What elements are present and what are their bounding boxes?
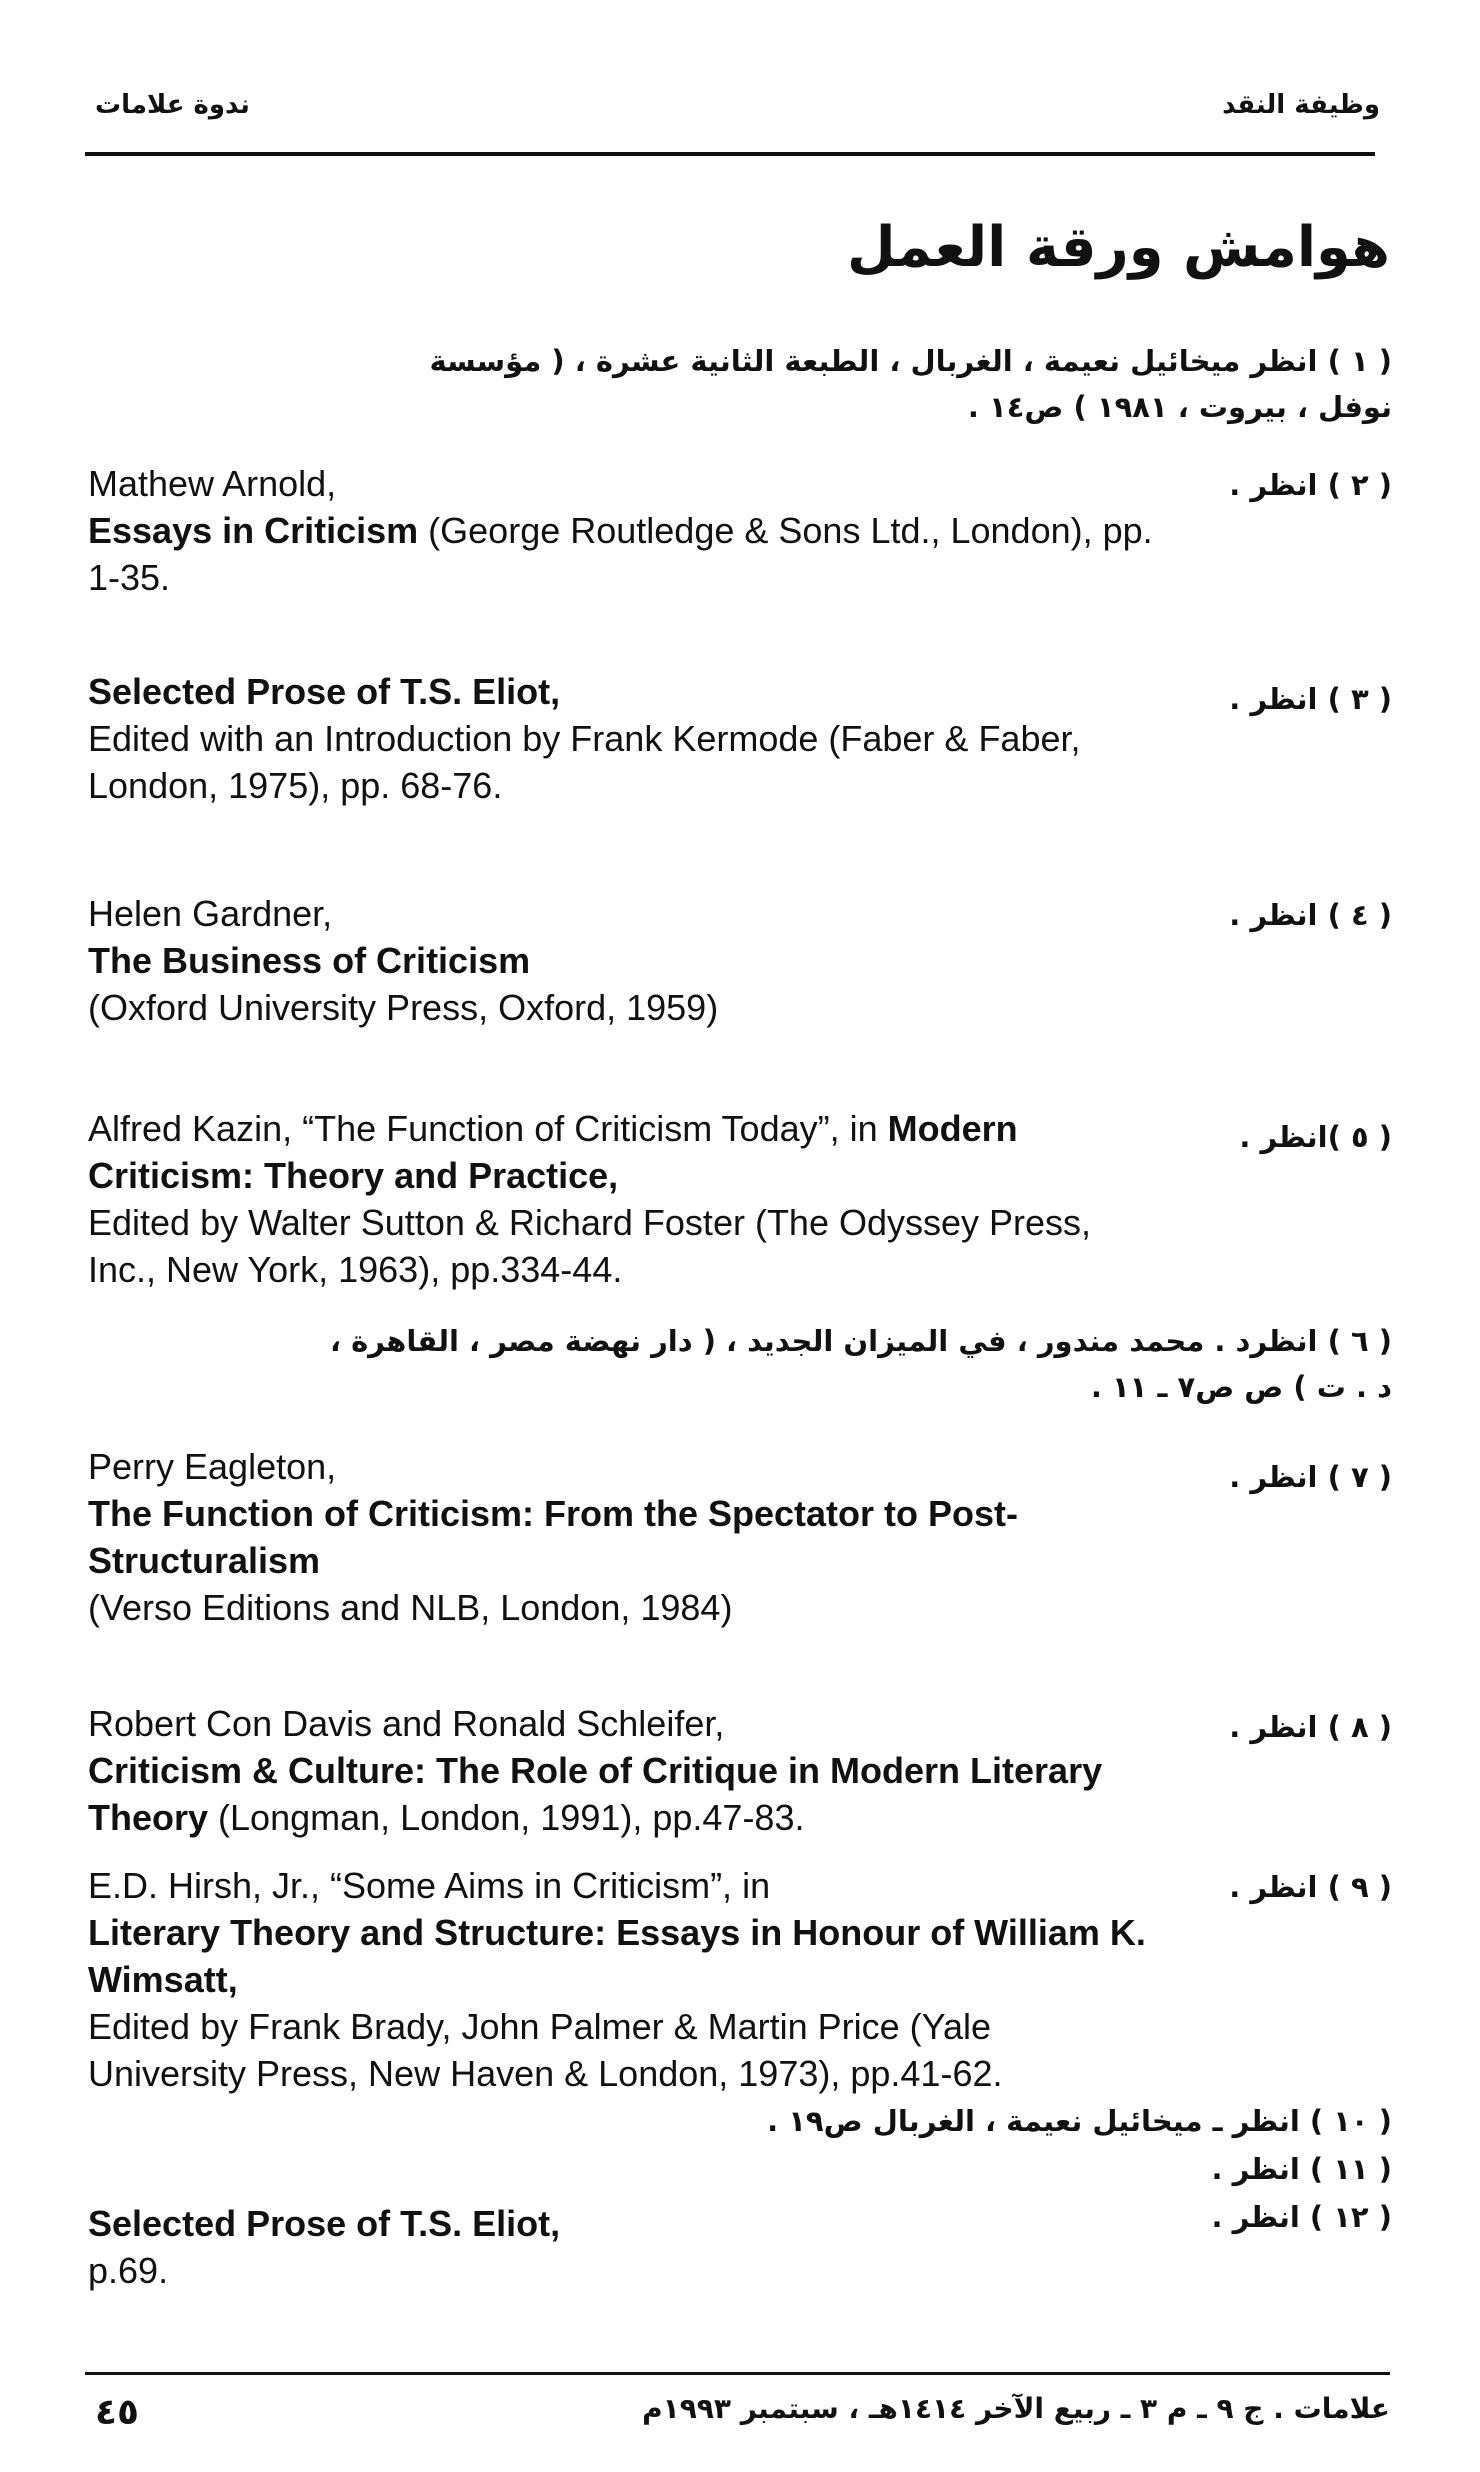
note-12-citation bbox=[88, 2200, 1178, 2294]
note-1 bbox=[430, 338, 1392, 430]
note-9-book-title: Literary Theory and Structure: Essays in Honour of William K. bbox=[88, 1912, 1146, 1953]
note-8-book-title-cont: Theory bbox=[88, 1797, 209, 1838]
note-5-marker: ( ٥ )انظر . bbox=[1239, 1120, 1392, 1154]
note-3-pages: London, 1975), pp. 68-76. bbox=[88, 765, 503, 806]
note-2-book-title: Essays in Criticism bbox=[88, 510, 419, 551]
note-5-line-1 bbox=[88, 1105, 1178, 1152]
note-2-pages: 1-35. bbox=[88, 557, 171, 598]
note-12-pages: p.69. bbox=[88, 2250, 169, 2291]
note-2-publisher: (George Routledge & Sons Ltd., London), pp. bbox=[418, 510, 1153, 551]
note-5-author: Alfred Kazin, “The Function of Criticism Today”, in bbox=[88, 1108, 888, 1149]
note-9-editors: Edited by Frank Brady, John Palmer & Martin Price (Yale bbox=[88, 2006, 992, 2047]
note-4-book-title: The Business of Criticism bbox=[88, 940, 531, 981]
note-2-title-line bbox=[88, 507, 1178, 554]
note-3-editor: Edited with an Introduction by Frank Kermode (Faber & Faber, bbox=[88, 718, 1081, 759]
note-11 bbox=[1212, 2146, 1392, 2192]
note-8-authors: Robert Con Davis and Ronald Schleifer, bbox=[88, 1703, 725, 1744]
note-8-book-title: Criticism & Culture: The Role of Critique in Modern Literary bbox=[88, 1750, 1103, 1791]
note-6 bbox=[330, 1318, 1392, 1410]
note-6-line-1: ( ٦ ) انظرد . محمد مندور ، في الميزان الجديد ، ( دار نهضة مصر ، القاهرة ، bbox=[329, 1324, 1392, 1358]
note-8-citation bbox=[88, 1700, 1178, 1841]
note-3-marker: ( ٣ ) انظر . bbox=[1229, 682, 1392, 716]
note-7-citation bbox=[88, 1443, 1178, 1631]
note-11-line-1: ( ١١ ) انظر . bbox=[1211, 2152, 1392, 2186]
note-8-publisher: (Longman, London, 1991), pp.47-83. bbox=[208, 1797, 805, 1838]
note-12-book-title: Selected Prose of T.S. Eliot, bbox=[88, 2203, 561, 2244]
note-3-citation bbox=[88, 668, 1178, 809]
note-5-book-title-end: Criticism: Theory and Practice, bbox=[88, 1155, 619, 1196]
note-12-marker: ( ١٢ ) انظر . bbox=[1211, 2200, 1392, 2234]
header-rule bbox=[85, 152, 1375, 156]
page-number: ٤٥ bbox=[95, 2392, 139, 2433]
note-9-pages: University Press, New Haven & London, 1973), pp.41-62. bbox=[88, 2053, 1003, 2094]
note-9-citation bbox=[88, 1862, 1178, 2097]
note-2-citation bbox=[88, 460, 1178, 601]
note-6-line-2: د . ت ) ص ص٧ ـ ١١ . bbox=[1090, 1370, 1392, 1404]
note-9-marker: ( ٩ ) انظر . bbox=[1229, 1870, 1392, 1904]
note-10 bbox=[767, 2098, 1392, 2144]
note-3-book-title: Selected Prose of T.S. Eliot, bbox=[88, 671, 561, 712]
footer-journal-info: علامات . ج ٩ ـ م ٣ ـ ربيع الآخر ١٤١٤هـ ، سبتمبر ١٩٩٣م bbox=[642, 2392, 1390, 2425]
note-2-author: Mathew Arnold, bbox=[88, 463, 337, 504]
note-5-book-title-start: Modern bbox=[887, 1108, 1018, 1149]
note-10-line-1: ( ١٠ ) انظر ـ ميخائيل نعيمة ، الغربال ص١٩ . bbox=[767, 2104, 1392, 2138]
note-1-line-2: نوفل ، بيروت ، ١٩٨١ ) ص١٤ . bbox=[967, 390, 1392, 424]
running-header-title: وظيفة النقد bbox=[1222, 90, 1380, 120]
note-4-marker: ( ٤ ) انظر . bbox=[1229, 898, 1392, 932]
note-5-citation bbox=[88, 1105, 1178, 1293]
footer-rule bbox=[85, 2372, 1390, 2375]
note-5-pages: Inc., New York, 1963), pp.334-44. bbox=[88, 1249, 623, 1290]
note-7-book-title: The Function of Criticism: From the Spectator to Post- bbox=[88, 1493, 1019, 1534]
note-4-citation bbox=[88, 890, 1178, 1031]
note-7-author: Perry Eagleton, bbox=[88, 1446, 337, 1487]
note-4-publisher: (Oxford University Press, Oxford, 1959) bbox=[88, 987, 719, 1028]
note-7-book-title-cont: Structuralism bbox=[88, 1540, 321, 1581]
note-4-author: Helen Gardner, bbox=[88, 893, 333, 934]
note-7-publisher: (Verso Editions and NLB, London, 1984) bbox=[88, 1587, 733, 1628]
note-8-marker: ( ٨ ) انظر . bbox=[1229, 1710, 1392, 1744]
running-header-journal: ندوة علامات bbox=[95, 90, 250, 120]
note-8-line-3 bbox=[88, 1794, 1178, 1841]
note-5-editors: Edited by Walter Sutton & Richard Foster (The Odyssey Press, bbox=[88, 1202, 1092, 1243]
note-1-line-1: ( ١ ) انظر ميخائيل نعيمة ، الغربال ، الطبعة الثانية عشرة ، ( مؤسسة bbox=[429, 344, 1392, 378]
note-9-author: E.D. Hirsh, Jr., “Some Aims in Criticism”, in bbox=[88, 1865, 771, 1906]
note-9-book-title-cont: Wimsatt, bbox=[88, 1959, 238, 2000]
note-2-marker: ( ٢ ) انظر . bbox=[1229, 468, 1392, 502]
page-title: هوامش ورقة العمل bbox=[847, 215, 1390, 280]
note-7-marker: ( ٧ ) انظر . bbox=[1229, 1460, 1392, 1494]
